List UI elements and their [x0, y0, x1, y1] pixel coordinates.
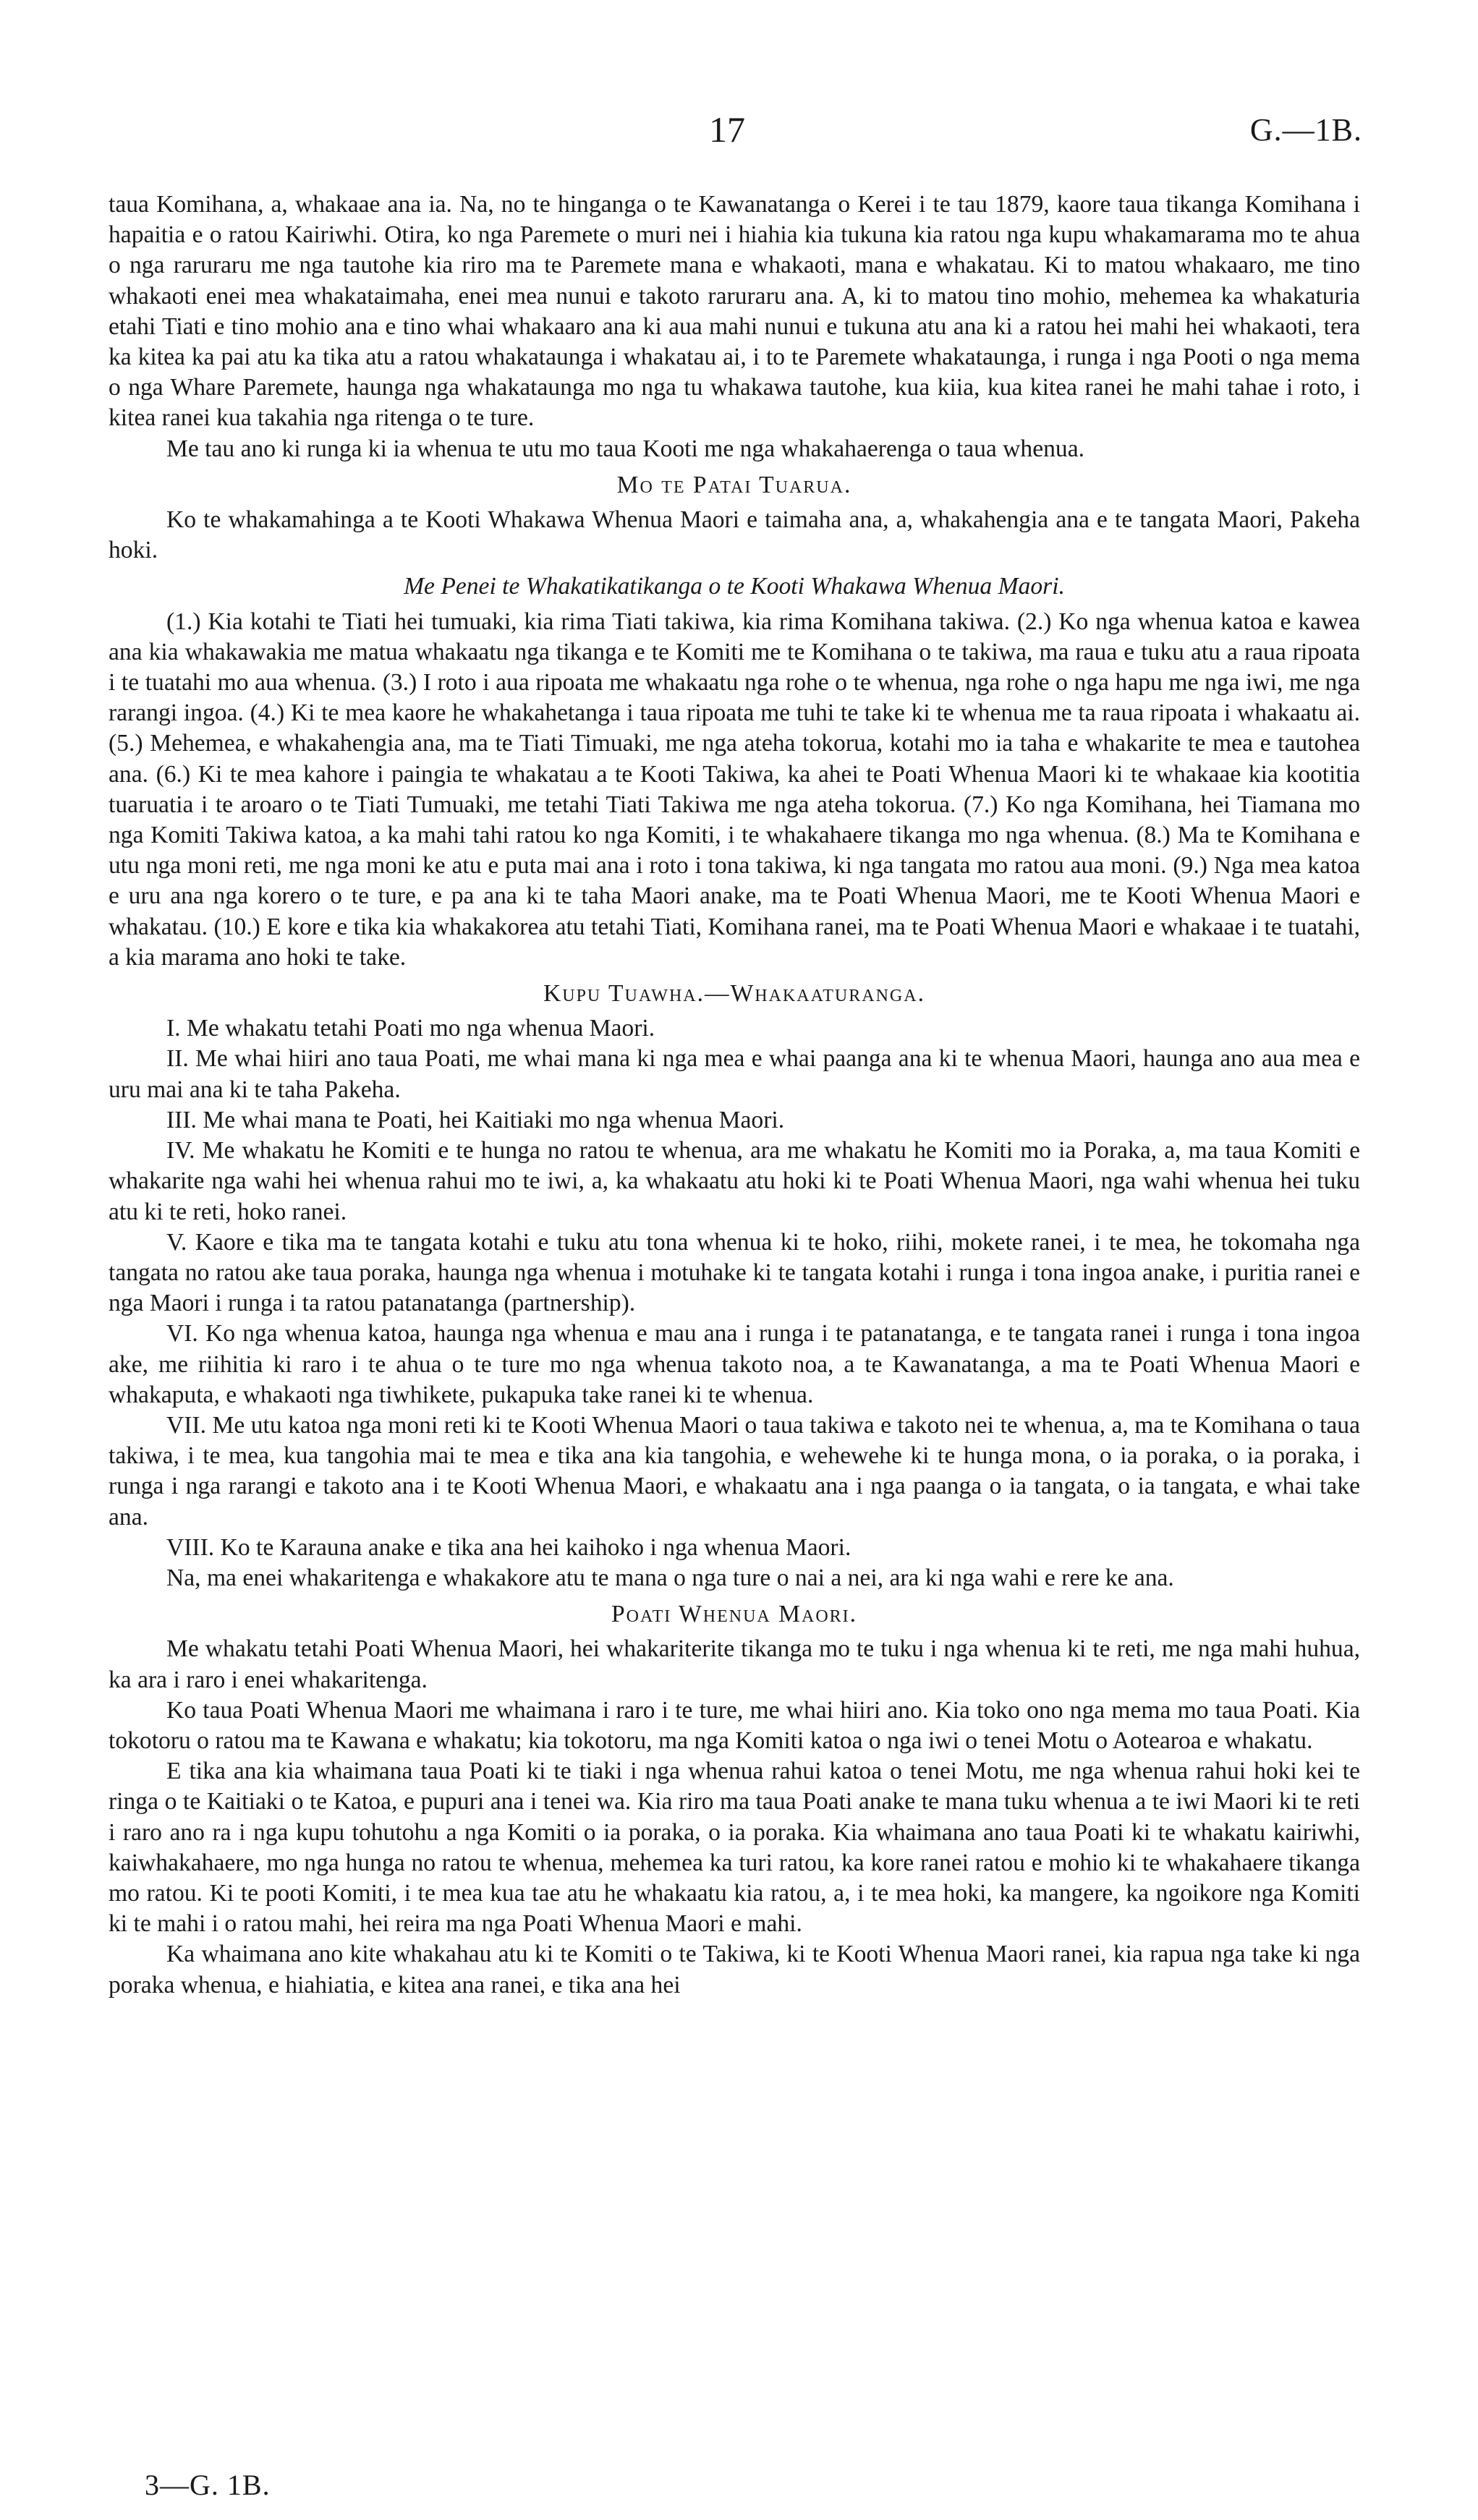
section-heading: Kupu Tuawha.—Whakaaturanga.	[543, 980, 925, 1008]
paragraph: Na, ma enei whakaritenga e whakakore atu te mana o nga ture o nai a nei, ara ki nga wahi e rere ke ana.	[166, 1564, 1174, 1591]
document-reference: G.—1B.	[1249, 112, 1362, 148]
section-heading: Poati Whenua Maori.	[611, 1601, 858, 1628]
paragraph: (1.) Kia kotahi te Tiati hei tumuaki, kia rima Tiati takiwa, kia rima Komihana takiwa. (2.) Ko nga whenua katoa e kawea ana kia whakawakia me matua whakaatu nga tikanga e te Komiti me te Komihana o te takiwa, ma raua e tuku atu a raua ripoata i te tuatahi mo aua whenua. (3.) I roto i aua ripoata me whakaatu nga rohe o te whenua, nga rohe o nga hapu me nga iwi, me nga rarangi ingoa. (4.) Ki te mea kaore he whakahetanga i taua ripoata me tuhi te take ki te whenua me ta raua ripoata i whakaatu ai. (5.) Mehemea, e whakahengia ana, ma te Tiati Timuaki, me nga ateha tokorua, kotahi mo ia taha e whakarite te mea e tautohea ana. (6.) Ki te mea kahore i paingia te whakatau a te Kooti Takiwa, ka ahei te Poati Whenua Maori ki te whakaae kia kootitia tuaruatia i te aroaro o te Tiati Tumuaki, me tetahi Tiati Takiwa me nga ateha tokorua. (7.) Ko nga Komihana, hei Tiamana mo nga Komiti Takiwa katoa, a ka mahi tahi ratou ko nga Komiti, i te whakahaere tikanga mo nga whenua. (8.) Ma te Komihana e utu nga moni reti, me nga moni ke atu e puta mai ana i roto i tona takiwa, ki nga tangata mo ratou aua moni. (9.) Nga mea katoa e uru ana nga korero o te ture, e pa ana ki te taha Maori anake, ma te Poati Whenua Maori, me te Kooti Whenua Maori e whakatau. (10.) E kore e tika kia whakakorea atu tetahi Tiati, Komihana ranei, ma te Poati Whenua Maori e whakaae i te tuatahi, a kia marama ano hoki te take.	[109, 608, 1360, 971]
paragraph: Ko taua Poati Whenua Maori me whaimana i raro i te ture, me whai hiiri ano. Kia toko ono nga mema mo taua Poati. Kia tokotoru o ratou ma te Kawana e whakatu; kia tokotoru, ma nga Komiti katoa o nga iwi o tenei Motu o Aotearoa e whakatu.	[109, 1696, 1360, 1754]
signature-mark: 3—G. 1B.	[145, 2469, 271, 2501]
page-number: 17	[709, 109, 745, 150]
paragraph: Me whakatu tetahi Poati Whenua Maori, hei whakariterite tikanga mo te tuku i nga whenua ki te reti, me nga mahi huhua, ka ara i raro i enei whakaritenga.	[109, 1635, 1360, 1693]
paragraph: Ka whaimana ano kite whakahau atu ki te Komiti o te Takiwa, ki te Kooti Whenua Maori ranei, kia rapua nga take ki nga poraka whenua, e hiahiatia, e kitea ana ranei, e tika ana hei	[109, 1941, 1360, 1998]
paragraph: E tika ana kia whaimana taua Poati ki te tiaki i nga whenua rahui katoa o tenei Motu, me nga whenua rahui hoki kei te ringa o te Kaitiaki o te Katoa, e pupuri ana i tenei wa. Kia riro ma taua Poati anake te mana tuku whenua a te iwi Maori ki te reti i raro ano ra i nga kupu tohutohu a nga Komiti o ia poraka, o ia poraka. Kia whaimana ano taua Poati ki te whakatu kairiwhi, kaiwhakahaere, mo nga hunga no ratou te whenua, mehemea ka turi ratou, ka kore ranei ratou e mohio ki te whakahaere tikanga mo ratou. Ki te pooti Komiti, i te mea kua tae atu he whakaatu kia ratou, a, i te mea hoki, ka mangere, ka ngoikore nga Komiti ki te mahi i o ratou mahi, hei reira ma nga Poati Whenua Maori e mahi.	[109, 1758, 1360, 1938]
paragraph: Me tau ano ki runga ki ia whenua te utu mo taua Kooti me nga whakahaerenga o taua whenua.	[166, 435, 1085, 462]
list-item: VII. Me utu katoa nga moni reti ki te Kooti Whenua Maori o taua takiwa e takoto nei te whenua, a, ma te Komihana o taua takiwa, i te mea, kua tangohia mai te mea e tika ana kia tangohia, e wehewehe ki te hunga mona, o ia poraka, o ia poraka, i runga i nga rarangi e takoto ana i te Kooti Whenua Maori, e whakaatu ana i nga paanga o ia tangata, o ia tangata, e whai take ana.	[109, 1411, 1360, 1531]
list-item: VIII. Ko te Karauna anake e tika ana hei kaihoko i nga whenua Maori.	[166, 1533, 851, 1561]
paragraph: Ko te whakamahinga a te Kooti Whakawa Whenua Maori e taimaha ana, a, whakahengia ana e te tangata Maori, Pakeha hoki.	[109, 506, 1360, 564]
body-text	[109, 190, 1360, 2001]
paragraph: taua Komihana, a, whakaae ana ia. Na, no te hinganga o te Kawanatanga o Kerei i te tau 1879, kaore taua tikanga Komihana i hapaitia e o ratou Kairiwhi. Otira, ko nga Paremete o muri nei i hiahia kia tukuna kia ratou nga kupu whakamarama mo te ahua o nga raruraru me nga tautohe kia riro ma te Paremete mana e whakaoti, mana e whakatau. Ki to matou whakaaro, me tino whakaoti enei mea whakataimaha, enei mea nunui e takoto raruraru ana. A, ki to matou tino mohio, mehemea ka whakaturia etahi Tiati e tino mohio ana e tino whai whakaaro ana ki aua mahi nunui e tukuna atu ana ki a ratou hei mahi hei whakaoti, tera ka kitea ka pai atu ka tika atu a ratou whakataunga i whakatau ai, i to te Paremete whakataunga, i runga i nga Pooti o nga mema o nga Whare Paremete, haunga nga whakataunga mo nga tu whakawa tautohe, kua kiia, kua kitea ranei he mahi tahae i roto, i kitea ranei kua takahia nga ritenga o te ture.	[109, 191, 1360, 432]
list-item: V. Kaore e tika ma te tangata kotahi e tuku atu tona whenua ki te hoko, riihi, mokete ranei, i te mea, he tokomaha nga tangata no ratou ake taua poraka, haunga nga whenua i motuhake ki te tangata kotahi i runga i tona ingoa anake, i puritia ranei e nga Maori i runga i ta ratou patanatanga (partnership).	[109, 1228, 1360, 1317]
section-subheading: Me Penei te Whakatikatikanga o te Kooti Whakawa Whenua Maori.	[404, 573, 1065, 600]
list-item: I. Me whakatu tetahi Poati mo nga whenua Maori.	[166, 1015, 655, 1042]
list-item: III. Me whai mana te Poati, hei Kaitiaki mo nga whenua Maori.	[166, 1106, 785, 1133]
list-item: II. Me whai hiiri ano taua Poati, me whai mana ki nga mea e whai paanga ana ki te whenua Maori, haunga ano aua mea e uru mai ana ki te taha Pakeha.	[109, 1045, 1360, 1103]
section-heading: Mo te Patai Tuarua.	[616, 471, 852, 498]
page-header	[0, 108, 1478, 159]
list-item: VI. Ko nga whenua katoa, haunga nga whenua e mau ana i runga i te patanatanga, e te tangata ranei i runga i tona ingoa ake, me riihitia ki raro i te ahua o te ture mo nga whenua takoto noa, a te Kawanatanga, a ma te Poati Whenua Maori e whakaputa, e whakaoti nga tiwhikete, pukapuka take ranei ki te whenua.	[109, 1320, 1360, 1408]
list-item: IV. Me whakatu he Komiti e te hunga no ratou te whenua, ara me whakatu he Komiti mo ia Poraka, a, ma taua Komiti e whakarite nga wahi hei whenua rahui mo te iwi, a, ka whakaatu atu hoki ki te Poati Whenua Maori, nga wahi whenua hei tuku atu ki te reti, hoko ranei.	[109, 1137, 1360, 1225]
